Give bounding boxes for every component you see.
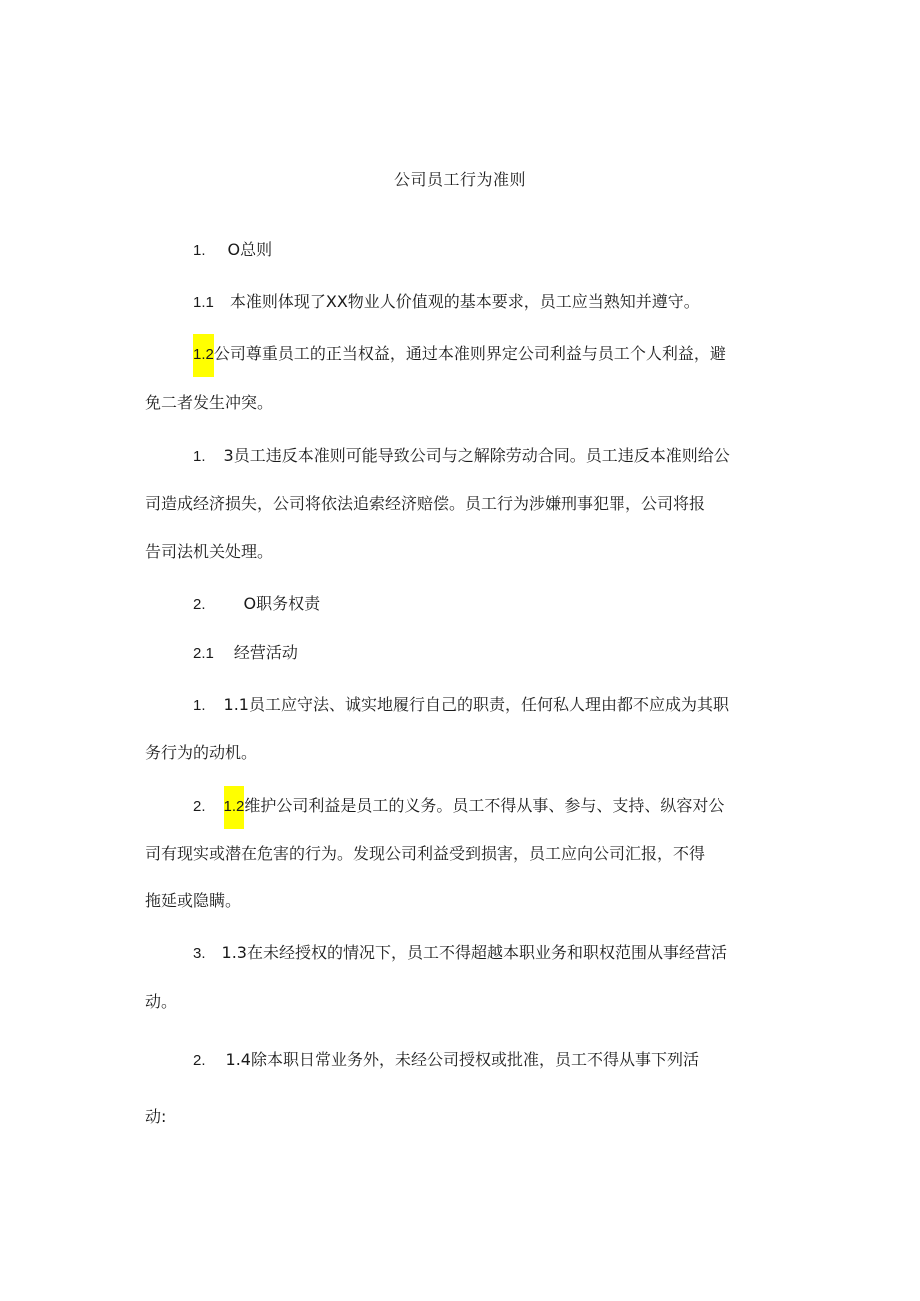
section-2-number: 2.	[193, 596, 206, 613]
item-2-number: 2.	[193, 798, 206, 815]
clause-1-1	[193, 290, 700, 315]
clause-1-2-text: 公司尊重员工的正当权益，通过本准则界定公司利益与员工个人利益，避	[213, 344, 726, 363]
item-3-line-2: 动。	[145, 992, 178, 1011]
subsection-2-1-number: 2.1	[193, 645, 214, 662]
clause-1-1-number: 1.1	[193, 294, 214, 311]
item-2-line-1	[193, 794, 724, 819]
item-1-text: 1.1员工应守法、诚实地履行自己的职责，任何私人理由都不应成为其职	[223, 695, 729, 714]
item-2-number-highlight: 1.2	[224, 786, 245, 829]
clause-1-2-number-highlight: 1.2	[193, 334, 214, 377]
item-4-text: 1.4除本职日常业务外，未经公司授权或批准，员工不得从事下列活	[225, 1050, 699, 1069]
section-2-title: O职务权责	[243, 594, 321, 613]
item-4-line-2: 动:	[145, 1107, 167, 1126]
clause-1-3-line-2: 司造成经济损失，公司将依法追索经济赔偿。员工行为涉嫌刑事犯罪，公司将报	[145, 494, 706, 513]
section-1-title: O总则	[227, 240, 273, 259]
item-3-number: 3.	[193, 945, 206, 962]
clause-1-3-text: 3员工违反本准则可能导致公司与之解除劳动合同。员工违反本准则给公	[223, 446, 730, 465]
clause-1-3-line-3: 告司法机关处理。	[145, 542, 274, 561]
section-2-heading	[193, 592, 320, 617]
subsection-2-1-title: 经营活动	[233, 643, 298, 662]
subsection-2-1	[193, 641, 298, 666]
section-1-heading	[193, 238, 272, 263]
clause-1-3-number: 1.	[193, 448, 206, 465]
item-1-number: 1.	[193, 697, 206, 714]
section-1-number: 1.	[193, 242, 206, 259]
document-title: 公司员工行为准则	[393, 170, 526, 189]
clause-1-1-text: 本准则体现了XX物业人价值观的基本要求，员工应当熟知并遵守。	[229, 292, 700, 311]
clause-1-2-line-1	[193, 342, 726, 367]
item-2-line-3: 拖延或隐瞒。	[145, 891, 242, 910]
item-4-number: 2.	[193, 1052, 206, 1069]
item-3-line-1	[193, 941, 727, 966]
item-2-text: 维护公司利益是员工的义务。员工不得从事、参与、支持、纵容对公	[244, 796, 725, 815]
item-4-line-1	[193, 1048, 699, 1073]
item-2-line-2: 司有现实或潜在危害的行为。发现公司利益受到损害，员工应向公司汇报，不得	[145, 844, 706, 863]
clause-1-3-line-1	[193, 444, 730, 469]
clause-1-2-line-2: 免二者发生冲突。	[145, 393, 274, 412]
item-1-line-1	[193, 693, 729, 718]
item-3-text: 1.3在未经授权的情况下，员工不得超越本职业务和职权范围从事经营活	[221, 943, 727, 962]
item-1-line-2: 务行为的动机。	[145, 743, 258, 762]
